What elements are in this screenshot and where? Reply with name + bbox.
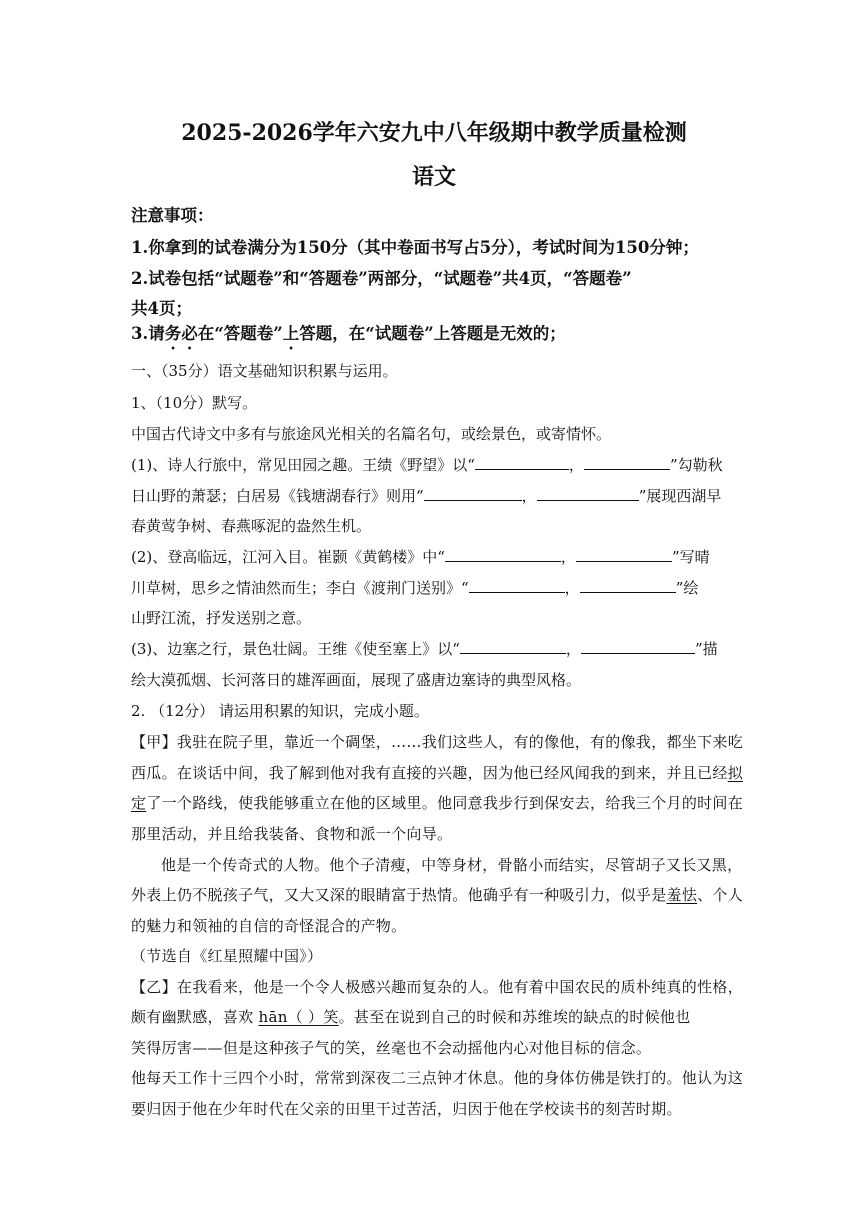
question-1-heading: 1、（10分）默写。	[131, 394, 258, 412]
passage-yi-line-5: 要归因于他在少年时代在父亲的田里干过苦活，归因于他在学校读书的刻苦时期。	[131, 1100, 682, 1118]
passage-jia-line-7: 的魅力和领袖的自信的奇怪混合的产物。	[131, 917, 407, 935]
emphasis-text: 务必	[164, 324, 198, 343]
passage-text: 了一个路线，使我能够重立在他的区域里。他同意我步行到保安去，给我三个月的时间在	[146, 794, 744, 812]
answer-blank[interactable]	[475, 455, 569, 470]
prompt-text: ”写晴	[671, 548, 710, 566]
passage-jia-line-6	[131, 884, 744, 906]
notice-item-2-line-1: 2.试卷包括“试题卷”和“答题卷”两部分，“试题卷”共4页，“答题卷”	[131, 269, 632, 288]
answer-blank[interactable]	[581, 639, 695, 654]
prompt-text: ，	[521, 487, 537, 505]
passage-text: 西瓜。在谈话中间，我了解到他对我有直接的兴趣，因为他已经风闻我的到来，并且已经	[131, 764, 728, 782]
section-1-heading: 一、（35分）语文基础知识积累与运用。	[131, 362, 398, 380]
passage-jia-line-5: 他是一个传奇式的人物。他个子清瘦，中等身材，骨骼小而结实，尽管胡子又长又黑，	[161, 856, 743, 874]
passage-text: 外表上仍不脱孩子气，又大又深的眼睛富于热情。他确乎有一种吸引力，似乎是	[131, 886, 667, 904]
passage-jia-line-3	[131, 792, 744, 814]
notice-item-3-post: 答题，在“试题卷”上答题是无效的；	[299, 324, 566, 343]
question-1-1-line-2	[131, 485, 741, 507]
prompt-text: (3)、边塞之行，景色壮阔。王维《使至塞上》以“	[131, 640, 460, 658]
notice-heading: 注意事项：	[131, 206, 214, 225]
prompt-text: ，	[568, 456, 584, 474]
notice-item-3-pre: 3.请	[131, 324, 165, 343]
answer-blank[interactable]	[469, 578, 565, 593]
prompt-text: ”绘	[675, 579, 699, 597]
question-1-1-line-1	[131, 454, 741, 476]
question-1-2-line-3: 山野江流，抒发送别之意。	[131, 609, 312, 627]
passage-jia-line-4: 那里活动，并且给我装备、食物和派一个向导。	[131, 825, 453, 843]
subject-title: 语文	[411, 164, 456, 190]
question-1-2-line-1	[131, 546, 741, 568]
passage-text: 颇有幽默感，喜欢	[131, 1008, 259, 1026]
question-1-2-line-2	[131, 577, 741, 599]
passage-text: 。甚至在说到自己的时候和苏维埃的缺点的时候他也	[338, 1008, 691, 1026]
passage-yi-line-2	[131, 1006, 741, 1028]
passage-text: 、个人	[697, 886, 744, 904]
prompt-text: ”勾勒秋	[669, 456, 723, 474]
passage-jia-source: （节选自《红星照耀中国》）	[131, 947, 323, 965]
answer-blank[interactable]	[460, 639, 566, 654]
notice-item-3	[131, 323, 741, 353]
prompt-text: ，	[560, 548, 576, 566]
notice-item-3-mid: 在“答题卷”	[197, 324, 283, 343]
question-1-3-line-1	[131, 638, 741, 660]
emphasis-text: 上	[282, 324, 300, 343]
notice-item-1: 1.你拿到的试卷满分为150分（其中卷面书写占5分），考试时间为150分钟；	[131, 238, 699, 257]
prompt-text: (1)、诗人行旅中，常见田园之趣。王绩《野望》以“	[131, 456, 475, 474]
answer-blank[interactable]	[576, 547, 672, 562]
prompt-text: (2)、登高临远，江河入目。崔颢《黄鹤楼》中“	[131, 548, 445, 566]
underlined-word: 定	[131, 794, 147, 812]
answer-blank[interactable]	[424, 486, 522, 501]
question-1-1-line-3: 春黄莺争树、春燕啄泥的盎然生机。	[131, 517, 372, 535]
prompt-text: ，	[564, 579, 580, 597]
question-2-heading: 2. （12分） 请运用积累的知识，完成小题。	[131, 702, 429, 720]
question-1-3-line-2: 绘大漠孤烟、长河落日的雄浑画面，展现了盛唐边塞诗的典型风格。	[131, 671, 582, 689]
prompt-text: ”展现西湖早	[638, 487, 722, 505]
pinyin-fill-blank[interactable]: hān（ ）笑	[258, 1008, 339, 1026]
underlined-word: 羞怯	[666, 886, 698, 904]
passage-jia-line-1: 【甲】我驻在院子里，靠近一个碉堡，……我们这些人，有的像他，有的像我，都坐下来吃	[131, 733, 744, 751]
answer-blank[interactable]	[537, 486, 639, 501]
prompt-text: 日山野的萧瑟；白居易《钱塘湖春行》则用“	[131, 487, 424, 505]
underlined-word: 拟	[727, 764, 744, 782]
question-1-intro: 中国古代诗文中多有与旅途风光相关的名篇名句，或绘景色，或寄情怀。	[131, 425, 612, 443]
passage-jia-line-2	[131, 762, 744, 784]
prompt-text: ”描	[694, 640, 718, 658]
answer-blank[interactable]	[580, 578, 676, 593]
prompt-text: 川草树，思乡之情油然而生；李白《渡荆门送别》“	[131, 579, 469, 597]
passage-yi-line-1: 【乙】在我看来，他是一个令人极感兴趣而复杂的人。他有着中国农民的质朴纯真的性格，	[131, 978, 744, 996]
answer-blank[interactable]	[584, 455, 670, 470]
notice-item-2-line-2: 共4页；	[131, 299, 192, 318]
prompt-text: ，	[565, 640, 581, 658]
answer-blank[interactable]	[445, 547, 561, 562]
passage-yi-line-3: 笑得厉害——但是这种孩子气的笑，丝毫也不会动摇他内心对他目标的信念。	[131, 1039, 652, 1057]
passage-yi-line-4: 他每天工作十三四个小时，常常到深夜二三点钟才休息。他的身体仿佛是铁打的。他认为这	[131, 1069, 744, 1087]
exam-title: 2025-2026学年六安九中八年级期中教学质量检测	[181, 120, 687, 146]
